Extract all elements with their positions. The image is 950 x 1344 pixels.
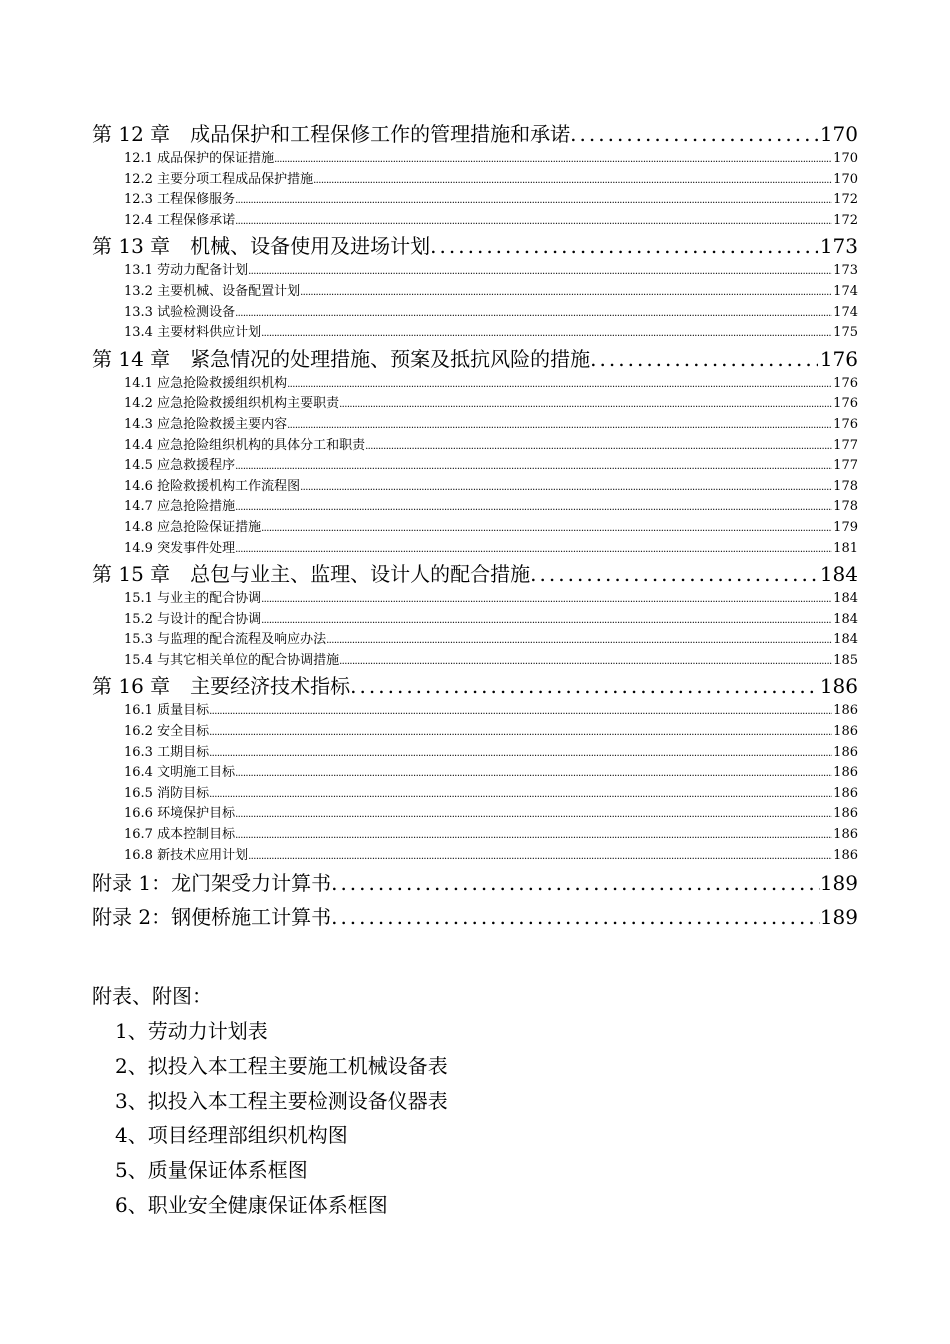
section-title: 16.6 环境保护目标 (124, 806, 236, 822)
toc-section[interactable] (92, 518, 858, 539)
toc-section[interactable] (92, 477, 858, 498)
toc-section[interactable] (92, 651, 858, 672)
toc-section[interactable] (92, 456, 858, 477)
dot-leader (300, 478, 832, 498)
section-title: 13.3 试验检测设备 (124, 304, 236, 320)
toc-section[interactable] (92, 436, 858, 457)
section-title: 14.6 抢险救援机构工作流程图 (124, 478, 301, 494)
page-number: 184 (833, 591, 858, 607)
attachments-heading: 附表、附图： (92, 984, 212, 1008)
section-title: 14.5 应急救援程序 (124, 458, 236, 474)
toc-section[interactable] (92, 394, 858, 415)
dot-leader (261, 611, 832, 631)
page-number: 177 (833, 437, 858, 453)
section-title: 16.2 安全目标 (124, 724, 210, 740)
page-number: 176 (833, 416, 858, 432)
toc-section[interactable] (92, 589, 858, 610)
section-title: 16.1 质量目标 (124, 703, 210, 719)
section-title: 12.3 工程保修服务 (124, 192, 236, 208)
dot-leader (235, 764, 832, 784)
toc-section[interactable] (92, 743, 858, 764)
section-title: 14.7 应急抢险措施 (124, 499, 236, 515)
attachment-item[interactable]: 3、拟投入本工程主要检测设备仪器表 (115, 1088, 448, 1113)
dot-leader (248, 262, 832, 282)
toc-section[interactable] (92, 170, 858, 191)
section-title: 16.4 文明施工目标 (124, 765, 236, 781)
section-title: 13.4 主要材料供应计划 (124, 325, 262, 341)
section-title: 15.3 与监理的配合流程及响应办法 (124, 632, 327, 648)
dot-leader (235, 457, 832, 477)
page-number: 172 (833, 212, 858, 228)
toc-section[interactable] (92, 722, 858, 743)
toc-section[interactable] (92, 303, 858, 324)
section-title: 16.7 成本控制目标 (124, 827, 236, 843)
dot-leader (300, 283, 832, 303)
dot-leader (209, 744, 832, 764)
dot-leader (326, 631, 832, 651)
dot-leader (261, 519, 832, 539)
toc-section[interactable] (92, 497, 858, 518)
dot-leader (235, 540, 832, 560)
attachment-item[interactable]: 4、项目经理部组织机构图 (115, 1123, 348, 1148)
dot-leader (261, 324, 832, 344)
page-number: 178 (833, 478, 858, 494)
toc-section[interactable] (92, 211, 858, 232)
dot-leader (287, 375, 832, 395)
toc-chapter-14[interactable] (92, 344, 858, 374)
dot-leader (365, 437, 832, 457)
dot-leader (235, 826, 832, 846)
toc-section[interactable] (92, 190, 858, 211)
chapter-title: 第 14 章 紧急情况的处理措施、预案及抵抗风险的措施 (92, 346, 591, 371)
page-number: 186 (833, 847, 858, 863)
dot-leader (339, 395, 832, 415)
page-number: 177 (833, 458, 858, 474)
toc-chapter-12[interactable] (92, 119, 858, 149)
page-number: 176 (833, 375, 858, 391)
page-number: 176 (819, 346, 858, 371)
toc-section[interactable] (92, 261, 858, 282)
toc-section[interactable] (92, 846, 858, 867)
page-number: 170 (819, 122, 858, 146)
page-number: 186 (833, 785, 858, 801)
page-number: 186 (833, 703, 858, 719)
attachment-item[interactable]: 6、职业安全健康保证体系框图 (115, 1192, 388, 1217)
dot-leader (235, 304, 832, 324)
chapter-title: 第 13 章 机械、设备使用及进场计划 (92, 234, 431, 259)
dot-leader (274, 150, 832, 170)
toc-appendix-2[interactable] (92, 900, 858, 934)
table-of-contents (92, 119, 858, 934)
section-title: 15.4 与其它相关单位的配合协调措施 (124, 652, 340, 668)
toc-section[interactable] (92, 804, 858, 825)
attachment-item[interactable]: 2、拟投入本工程主要施工机械设备表 (115, 1053, 448, 1078)
page-number: 176 (833, 396, 858, 412)
page-number: 178 (833, 499, 858, 515)
section-title: 14.3 应急抢险救援主要内容 (124, 416, 288, 432)
section-title: 12.2 主要分项工程成品保护措施 (124, 171, 314, 187)
dot-leader (235, 805, 832, 825)
attachment-item[interactable]: 5、质量保证体系框图 (115, 1158, 308, 1183)
page-number: 174 (833, 304, 858, 320)
dot-leader (248, 847, 832, 867)
section-title: 14.1 应急抢险救援组织机构 (124, 375, 288, 391)
appendix-title: 附录 2：钢便桥施工计算书 (92, 905, 332, 930)
section-title: 16.5 消防目标 (124, 785, 210, 801)
toc-section[interactable] (92, 539, 858, 560)
page-number: 186 (819, 674, 858, 699)
dot-leader (235, 498, 832, 518)
toc-chapter-16[interactable] (92, 671, 858, 701)
page-number: 181 (833, 540, 858, 556)
dot-leader (331, 900, 820, 934)
chapter-title: 第 12 章 成品保护和工程保修工作的管理措施和承诺 (92, 122, 571, 146)
page-number: 174 (833, 283, 858, 299)
page-number: 189 (819, 905, 858, 930)
toc-section[interactable] (92, 784, 858, 805)
toc-chapter-15[interactable] (92, 559, 858, 589)
dot-leader (590, 344, 818, 374)
attachments-list (92, 978, 852, 1223)
section-title: 15.2 与设计的配合协调 (124, 611, 262, 627)
dot-leader (570, 119, 818, 149)
toc-section[interactable] (92, 763, 858, 784)
toc-section[interactable] (92, 630, 858, 651)
dot-leader (209, 723, 832, 743)
toc-section[interactable] (92, 610, 858, 631)
chapter-title: 第 16 章 主要经济技术指标 (92, 674, 351, 699)
dot-leader (430, 231, 818, 261)
page-number: 170 (833, 151, 858, 166)
section-title: 15.1 与业主的配合协调 (124, 591, 262, 607)
section-title: 14.9 突发事件处理 (124, 540, 236, 556)
toc-section[interactable] (92, 415, 858, 436)
dot-leader (313, 171, 832, 191)
section-title: 13.2 主要机械、设备配置计划 (124, 283, 301, 299)
dot-leader (235, 212, 832, 232)
appendix-title: 附录 1：龙门架受力计算书 (92, 871, 332, 896)
section-title: 16.8 新技术应用计划 (124, 847, 249, 863)
toc-section[interactable] (92, 701, 858, 722)
toc-section[interactable] (92, 374, 858, 395)
dot-leader (331, 866, 820, 900)
page-number: 186 (833, 827, 858, 843)
chapter-title: 第 15 章 总包与业主、监理、设计人的配合措施 (92, 562, 531, 587)
page-number: 170 (833, 171, 858, 187)
toc-section[interactable] (92, 323, 858, 344)
page-number: 184 (833, 611, 858, 627)
section-title: 14.8 应急抢险保证措施 (124, 519, 262, 535)
toc-appendix-1[interactable] (92, 866, 858, 900)
dot-leader (287, 416, 832, 436)
page-number: 186 (833, 744, 858, 760)
dot-leader (235, 191, 832, 211)
page-number: 173 (833, 263, 858, 279)
section-title: 14.4 应急抢险组织机构的具体分工和职责 (124, 437, 366, 453)
page-number: 172 (833, 192, 858, 208)
page-number: 185 (833, 652, 858, 668)
dot-leader (209, 702, 832, 722)
dot-leader (261, 590, 832, 610)
section-title: 13.1 劳动力配备计划 (124, 263, 249, 279)
page-number: 186 (833, 724, 858, 740)
dot-leader (209, 785, 832, 805)
page-number: 175 (833, 325, 858, 341)
toc-section[interactable] (92, 825, 858, 846)
dot-leader (339, 652, 832, 672)
page-number: 184 (819, 562, 858, 587)
section-title: 14.2 应急抢险救援组织机构主要职责 (124, 396, 340, 412)
page-number: 184 (833, 632, 858, 648)
dot-leader (530, 559, 818, 589)
section-title: 16.3 工期目标 (124, 744, 210, 760)
page-number: 186 (833, 806, 858, 822)
section-title: 12.4 工程保修承诺 (124, 212, 236, 228)
attachment-item[interactable]: 1、劳动力计划表 (115, 1019, 268, 1043)
toc-section[interactable] (92, 282, 858, 303)
page-number: 179 (833, 519, 858, 535)
page-number: 186 (833, 765, 858, 781)
toc-chapter-13[interactable] (92, 231, 858, 261)
dot-leader (350, 671, 818, 701)
page-number: 173 (819, 234, 858, 259)
section-title: 12.1 成品保护的保证措施 (124, 151, 275, 166)
toc-section[interactable] (92, 149, 858, 170)
page-number: 189 (819, 871, 858, 896)
